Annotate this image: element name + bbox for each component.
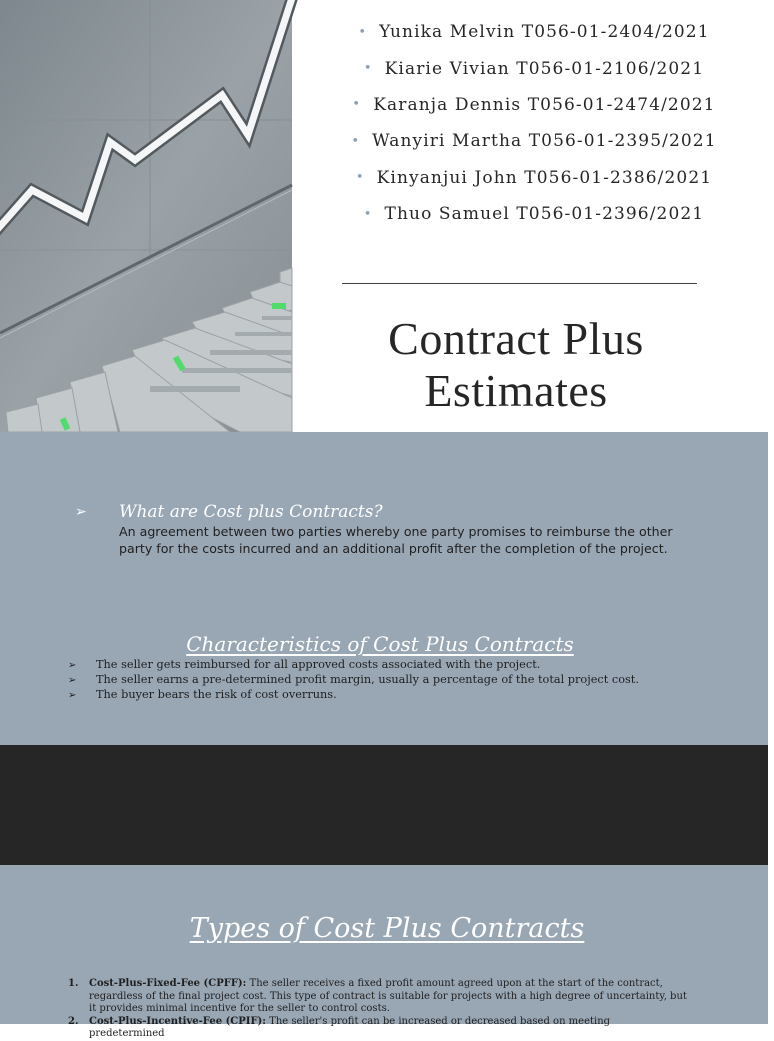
- slide-title-line: Estimates: [424, 365, 608, 416]
- list-item: [68, 1016, 688, 1041]
- team-member: [300, 14, 768, 50]
- bullet-icon: •: [352, 97, 362, 113]
- characteristics-heading: Characteristics of Cost Plus Contracts: [186, 632, 574, 656]
- team-member: [300, 160, 768, 196]
- list-item-body: [89, 1016, 688, 1041]
- list-item-text: The seller gets reimbursed for all approved costs associated with the project.: [96, 658, 541, 671]
- type-description: The seller receives a fixed profit amount agreed upon at the start of the contract, regardless of the final project cost. This type of contract is suitable for projects with a high degree of uncertainty, but it provides minimal incentive for the seller to control costs.: [89, 978, 687, 1014]
- characteristics-list: [68, 658, 639, 703]
- types-slide: [0, 865, 768, 1039]
- dark-slide: [0, 745, 768, 865]
- type-description: The seller's profit can be increased or decreased based on meeting predetermined: [89, 1015, 611, 1039]
- arrow-bullet-icon: ➢: [68, 660, 77, 671]
- cover-slide: [0, 0, 768, 432]
- slide-title-line: Contract Plus: [388, 313, 644, 364]
- slide-title: [300, 313, 732, 417]
- arrow-bullet-icon: ➢: [68, 690, 77, 701]
- types-list: [68, 978, 688, 1041]
- list-number: 1.: [68, 978, 79, 989]
- list-item: [68, 688, 639, 703]
- member-text: Thuo Samuel T056-01-2396/2021: [384, 204, 705, 225]
- definition-text: An agreement between two parties whereby one party promises to reimburse the other party for the costs incurred and an additional profit after the completion of the project.: [119, 524, 673, 556]
- title-divider: [342, 283, 697, 284]
- bullet-icon: •: [351, 133, 361, 149]
- bullet-icon: •: [358, 24, 368, 40]
- member-text: Wanyiri Martha T056-01-2395/2021: [372, 131, 717, 152]
- stairs-growth-photo: [0, 0, 292, 432]
- team-member: [300, 50, 768, 86]
- list-item: [68, 978, 688, 1016]
- stairs-illustration: [0, 0, 292, 432]
- member-text: Yunika Melvin T056-01-2404/2021: [379, 22, 710, 43]
- types-heading: Types of Cost Plus Contracts: [189, 913, 585, 944]
- team-member: [300, 123, 768, 159]
- team-member: [300, 87, 768, 123]
- list-item: [68, 673, 639, 688]
- bullet-icon: •: [363, 206, 373, 222]
- list-item: [68, 658, 639, 673]
- question-heading: What are Cost plus Contracts?: [119, 502, 383, 522]
- team-members-list: [300, 14, 768, 232]
- member-text: Kinyanjui John T056-01-2386/2021: [376, 167, 713, 188]
- list-item-text: The seller earns a pre-determined profit margin, usually a percentage of the total project cost.: [96, 673, 639, 686]
- type-term: Cost-Plus-Incentive-Fee (CPIF):: [89, 1015, 266, 1027]
- list-item-body: [89, 978, 688, 1016]
- type-term: Cost-Plus-Fixed-Fee (CPFF):: [89, 978, 247, 989]
- list-number: 2.: [68, 1015, 79, 1027]
- member-text: Kiarie Vivian T056-01-2106/2021: [384, 58, 705, 79]
- arrow-bullet-icon: ➢: [75, 504, 87, 520]
- arrow-bullet-icon: ➢: [68, 675, 77, 686]
- list-item-text: The buyer bears the risk of cost overruns.: [96, 688, 337, 701]
- bullet-icon: •: [355, 170, 365, 186]
- bullet-icon: •: [363, 61, 373, 77]
- team-member: [300, 196, 768, 232]
- definition-slide: [0, 432, 768, 745]
- member-text: Karanja Dennis T056-01-2474/2021: [373, 94, 716, 115]
